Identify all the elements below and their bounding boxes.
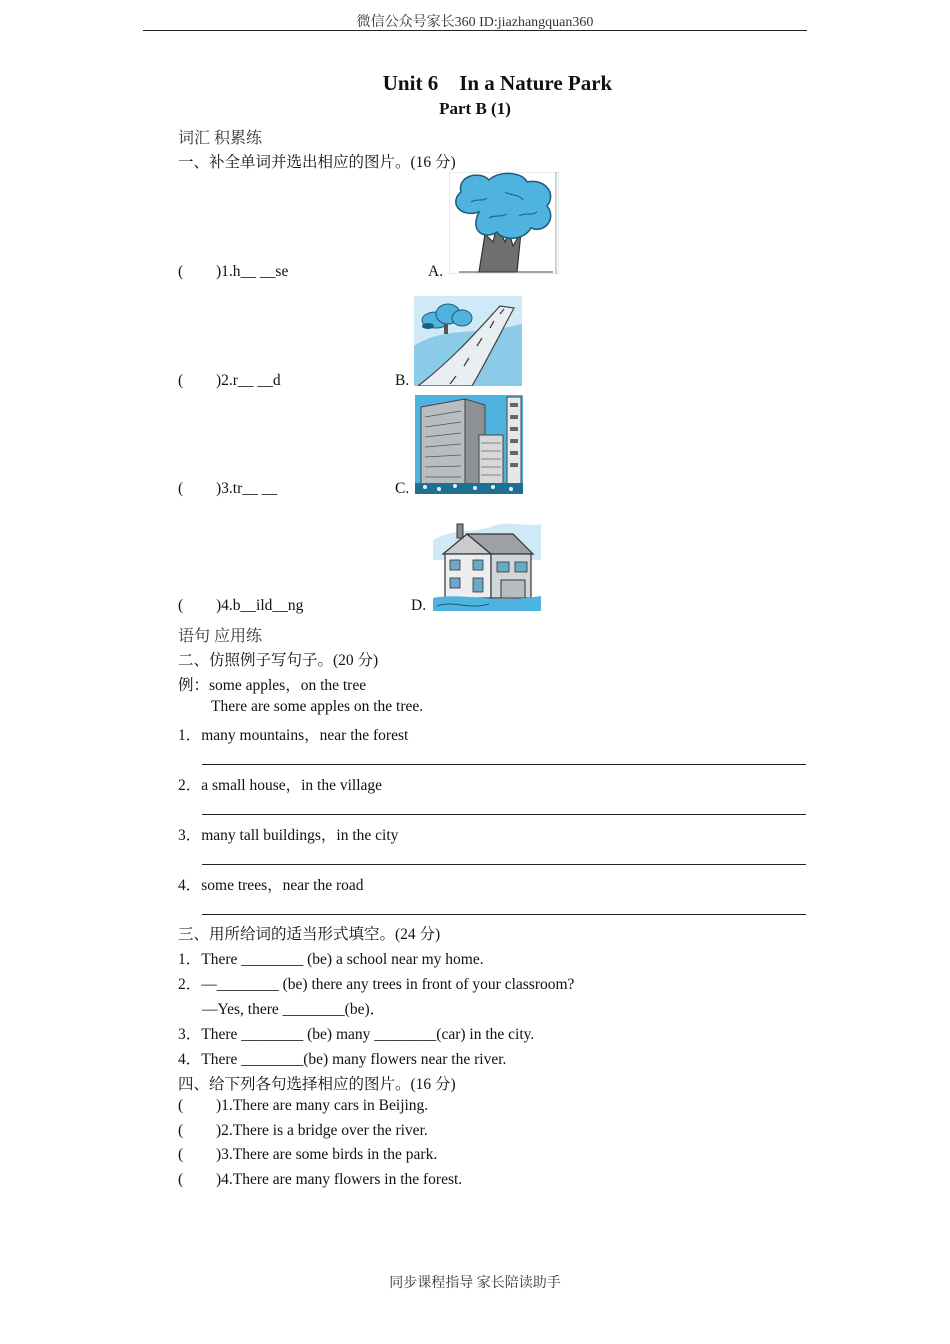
header-rule (143, 30, 807, 31)
match-item-text: )2.There is a bridge over the river. (216, 1122, 428, 1139)
answer-line (202, 814, 806, 815)
road-picture (414, 296, 522, 386)
section1-label: 词汇 积累练 (178, 130, 263, 147)
match-item-1 (178, 1097, 428, 1115)
section4-heading: 四、给下列各句选择相应的图片。(16 分) (178, 1076, 456, 1093)
answer-line (202, 914, 806, 915)
page-footer: 同步课程指导 家长陪读助手 (389, 1276, 561, 1291)
part-subtitle: Part B (1) (439, 99, 511, 118)
word-item-2 (178, 372, 281, 390)
match-item-text: )4.There are many flowers in the forest. (216, 1171, 463, 1188)
sentence-item-1: 1．many mountains，near the forest (178, 727, 409, 744)
tree-picture (449, 172, 559, 274)
fill-item-2-reply: —Yes, there ________(be)． (202, 1001, 386, 1018)
fill-item-1: 1．There ________ (be) a school near my home. (178, 951, 484, 968)
section3-heading: 三、用所给词的适当形式填空。(24 分) (178, 926, 441, 943)
fill-item-2: 2．—________ (be) there any trees in front of your classroom? (178, 976, 575, 993)
sentence-item-4: 4．some trees，near the road (178, 877, 364, 894)
answer-paren: ( (178, 1097, 184, 1114)
answer-paren: ( (178, 1146, 184, 1163)
word-item-text: )3.tr__ __ (216, 480, 278, 497)
page-header: 微信公众号家长360 ID:jiazhangquan360 (356, 15, 594, 30)
section2-heading: 二、仿照例子写句子。(20 分) (178, 652, 379, 669)
match-item-text: )3.There are some birds in the park. (216, 1146, 438, 1163)
word-item-1 (178, 263, 288, 281)
section2-label: 语句 应用练 (178, 628, 263, 645)
house-picture (433, 520, 541, 611)
word-item-text: )1.h__ __se (216, 263, 289, 280)
match-item-2 (178, 1122, 428, 1140)
answer-line (202, 764, 806, 765)
match-item-3 (178, 1146, 437, 1164)
sentence-item-3: 3．many tall buildings，in the city (178, 827, 399, 844)
answer-paren: ( (178, 1171, 184, 1188)
match-item-4 (178, 1171, 462, 1189)
word-item-3 (178, 480, 277, 498)
answer-line (202, 864, 806, 865)
option-b-label: B. (395, 372, 410, 389)
answer-paren: ( (178, 480, 184, 497)
answer-paren: ( (178, 263, 184, 280)
example-prompt: 例：some apples，on the tree (178, 677, 367, 694)
example-answer: There are some apples on the tree. (211, 698, 424, 715)
word-item-text: )4.b__ild__ng (216, 597, 304, 614)
section1-heading: 一、补全单词并选出相应的图片。(16 分) (178, 154, 456, 171)
answer-paren: ( (178, 372, 184, 389)
fill-item-4: 4．There ________(be) many flowers near the river. (178, 1051, 507, 1068)
answer-paren: ( (178, 597, 184, 614)
option-a-label: A. (428, 263, 444, 280)
answer-paren: ( (178, 1122, 184, 1139)
word-item-text: )2.r__ __d (216, 372, 281, 389)
word-item-4 (178, 597, 303, 615)
sentence-item-2: 2．a small house，in the village (178, 777, 383, 794)
match-item-text: )1.There are many cars in Beijing. (216, 1097, 429, 1114)
unit-title: Unit 6 In a Nature Park (382, 71, 613, 95)
option-d-label: D. (411, 597, 427, 614)
buildings-picture (415, 395, 523, 494)
option-c-label: C. (395, 480, 410, 497)
fill-item-3: 3．There ________ (be) many ________(car) in the city. (178, 1026, 535, 1043)
